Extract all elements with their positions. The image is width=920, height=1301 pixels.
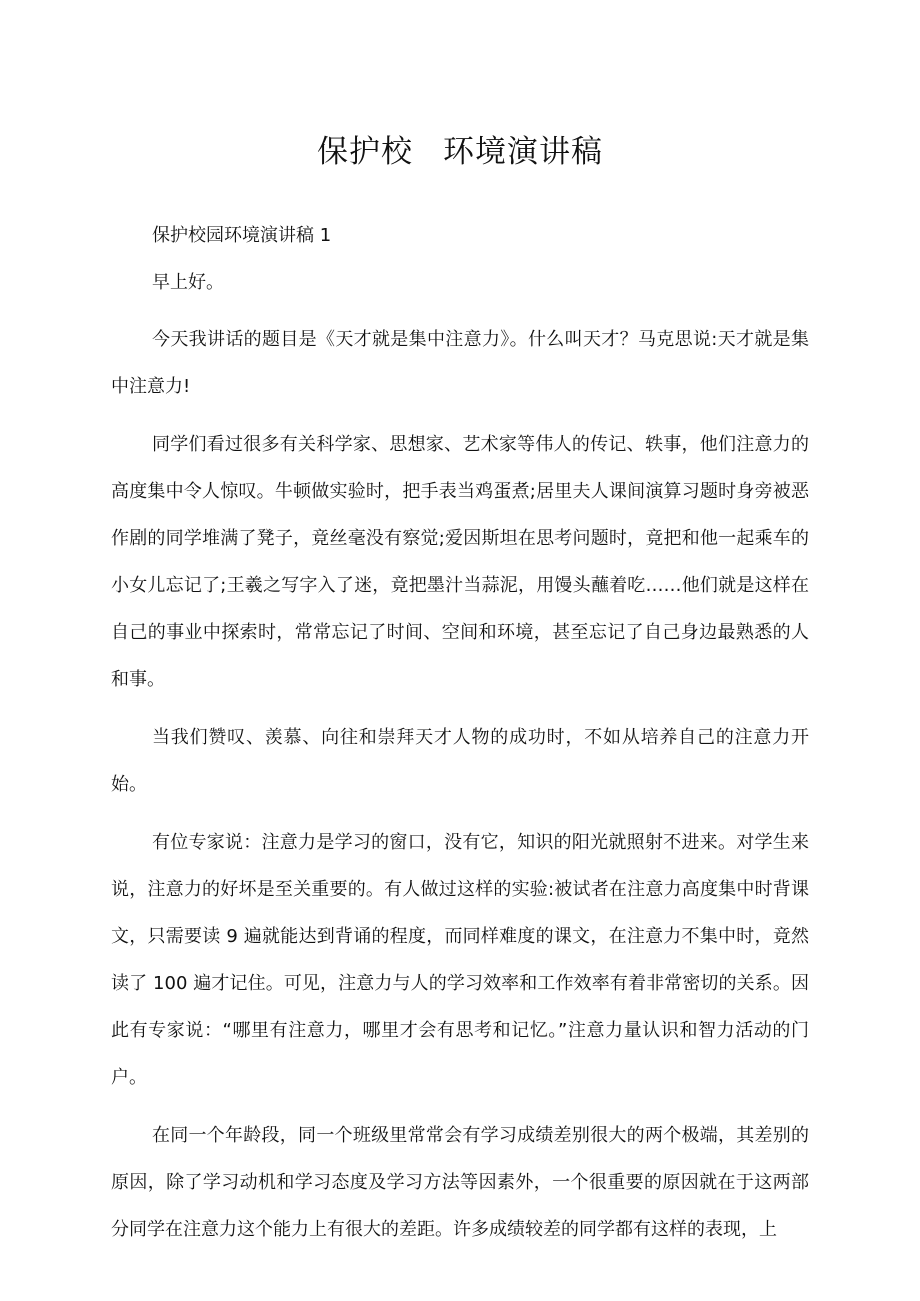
paragraph-topic: 今天我讲话的题目是《天才就是集中注意力》。什么叫天才？马克思说:天才就是集中注意力! — [111, 329, 809, 397]
paragraph-greeting: 早上好。 — [152, 272, 224, 293]
paragraph-examples: 同学们看过很多有关科学家、思想家、艺术家等伟人的传记、轶事，他们注意力的高度集中令人惊叹。牛顿做实验时，把手表当鸡蛋煮;居里夫人课间演算习题时身旁被恶作剧的同学堆满了凳子，竟丝毫没有察觉;爱因斯坦在思考问题时，竟把和他一起乘车的小女儿忘记了;王羲之写字入了迷，竟把墨汁当蒜泥，用馒头蘸着吃……他们就是这样在自己的事业中探索时，常常忘记了时间、空间和环境，甚至忘记了自己身边最熟悉的人和事。 — [111, 434, 809, 690]
document-title — [0, 128, 920, 176]
title-part-2: 环境演讲稿 — [443, 134, 603, 170]
paragraph-differences: 在同一个年龄段，同一个班级里常常会有学习成绩差别很大的两个极端，其差别的原因，除了学习动机和学习态度及学习方法等因素外，一个很重要的原因就在于这两部分同学在注意力这个能力上有很大的差距。许多成绩较差的同学都有这样的表现，上 — [111, 1125, 809, 1240]
document-body — [111, 212, 809, 1264]
paragraph-start: 当我们赞叹、羡慕、向往和崇拜天才人物的成功时，不如从培养自己的注意力开始。 — [111, 727, 809, 795]
title-part-1: 保护校 — [317, 134, 413, 170]
section-subtitle: 保护校园环境演讲稿 1 — [152, 225, 332, 246]
paragraph-expert: 有位专家说：注意力是学习的窗口，没有它，知识的阳光就照射不进来。对学生来说，注意力的好坏是至关重要的。有人做过这样的实验:被试者在注意力高度集中时背课文，只需要读 9 遍就能达到背诵的程度，而同样难度的课文，在注意力不集中时，竟然读了 100 遍才记住。可见，注意力与人的学习效率和工作效率有着非常密切的关系。因此有专家说：“哪里有注意力，哪里才会有思考和记忆。”注意力量认识和智力活动的门户。 — [111, 832, 809, 1088]
